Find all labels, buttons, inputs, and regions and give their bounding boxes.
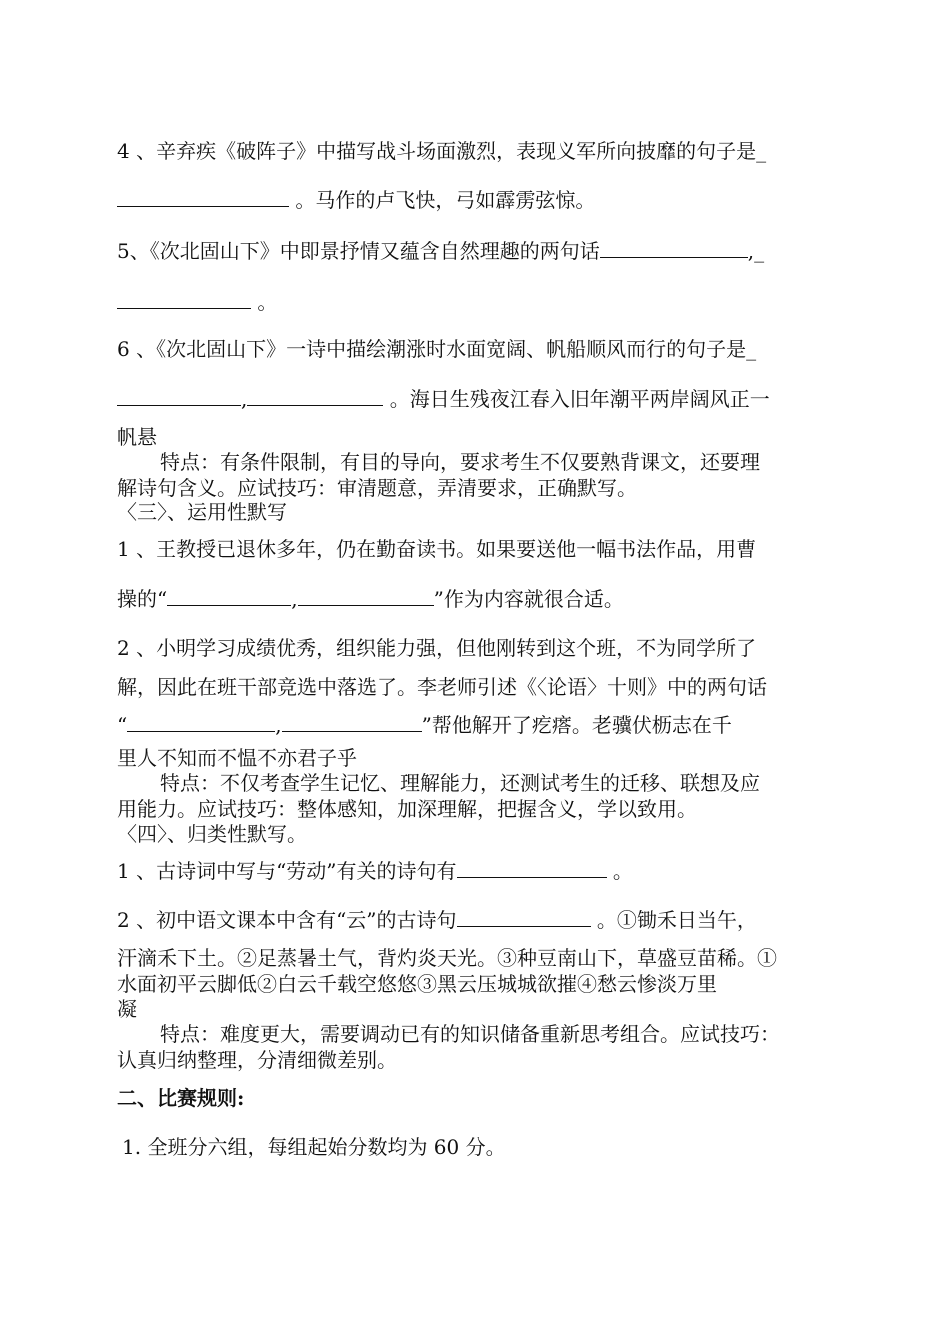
section-3-question-2-line-2 (117, 675, 767, 699)
section-3-question-2-line-1 (117, 636, 756, 660)
section-3-question-1-line-1 (117, 537, 756, 561)
text: 。马作的卢飞快，弓如霹雳弦惊。 (295, 188, 596, 212)
text: 水面初平云脚低②白云千载空悠悠③黑云压城城欲摧④愁云惨淡万里 (117, 972, 717, 996)
text: 〈三〉、运用性默写 (117, 500, 287, 524)
text: 1 、古诗词中写与“劳动”有关的诗句有 (117, 859, 457, 883)
rule-1 (122, 1135, 506, 1159)
text: 特点：不仅考查学生记忆、理解能力，还测试考生的迁移、联想及应 (160, 771, 760, 795)
text: 1 、王教授已退休多年，仍在勤奋读书。如果要送他一幅书法作品，用曹 (117, 537, 757, 561)
section-3-heading (117, 500, 287, 524)
features-paragraph-2-cont (117, 797, 697, 821)
text: 特点：有条件限制，有目的导向，要求考生不仅要熟背课文，还要理 (160, 450, 760, 474)
answer-key-text (117, 972, 717, 996)
text: 解，因此在班干部竞选中落选了。李老师引述《〈论语〉十则》中的两句话 (117, 675, 767, 699)
answer-blank (247, 387, 383, 406)
text: 二、比赛规则: (117, 1086, 245, 1110)
text: 。 (612, 859, 633, 883)
text: ”作为内容就很合适。 (433, 587, 624, 611)
features-paragraph-3 (160, 1022, 780, 1046)
text: 操的“ (117, 587, 168, 611)
text: 用能力。应试技巧：整体感知，加深理解，把握含义，学以致用。 (117, 797, 697, 821)
text: 5、《次北固山下》中即景抒情又蕴含自然理趣的两句话 (117, 239, 600, 263)
answer-blank (600, 239, 748, 258)
features-paragraph-1 (160, 450, 760, 474)
answer-blank (457, 859, 607, 878)
section-4-question-2-line-1 (117, 908, 757, 932)
text: 〈四〉、归类性默写。 (117, 822, 307, 846)
question-6-line-1 (117, 337, 756, 361)
text: 。 (257, 290, 278, 314)
text: 。①锄禾日当午， (596, 908, 757, 932)
text: 里人不知而不愠不亦君子乎 (117, 746, 357, 770)
section-3-question-2-line-3 (117, 713, 732, 737)
text: , (291, 587, 298, 611)
answer-key-text (117, 425, 157, 449)
text: ,_ (747, 239, 765, 263)
answer-blank (117, 290, 251, 309)
question-4-line-2 (117, 188, 595, 212)
text: 2 、初中语文课本中含有“云”的古诗句 (117, 908, 457, 932)
answer-key-text (117, 997, 137, 1021)
question-5-line-2 (117, 290, 277, 314)
text: ”帮他解开了疙瘩。老骥伏枥志在千 (421, 713, 732, 737)
text: 帆悬 (117, 425, 157, 449)
text: 。海日生残夜江春入旧年潮平两岸阔风正一 (389, 387, 770, 411)
section-4-question-2-line-2 (117, 946, 777, 970)
text: 6 、《次北固山下》一诗中描绘潮涨时水面宽阔、帆船顺风而行的句子是_ (117, 337, 757, 361)
question-6-line-2 (117, 387, 770, 411)
section-4-question-1 (117, 859, 633, 883)
answer-blank (298, 587, 434, 606)
question-5-line-1 (117, 239, 764, 263)
answer-blank (117, 188, 289, 207)
features-paragraph-2 (160, 771, 760, 795)
text: “ (117, 713, 128, 737)
text: 特点：难度更大，需要调动已有的知识储备重新思考组合。应试技巧： (160, 1022, 780, 1046)
features-paragraph-1-cont (117, 476, 637, 500)
text: 认真归纳整理，分清细微差别。 (117, 1048, 397, 1072)
text: 汗滴禾下土。②足蒸暑土气，背灼炎天光。③种豆南山下，草盛豆苗稀。① (117, 946, 777, 970)
competition-rules-heading (117, 1086, 244, 1110)
section-4-heading (117, 822, 307, 846)
section-3-question-1-line-2 (117, 587, 624, 611)
answer-blank (127, 713, 275, 732)
text: , (275, 713, 282, 737)
answer-blank (117, 387, 241, 406)
text: 4 、辛弃疾《破阵子》中描写战斗场面激烈，表现义军所向披靡的句子是_ (117, 139, 767, 163)
text: 凝 (117, 997, 137, 1021)
answer-blank (457, 908, 591, 927)
text: 2 、小明学习成绩优秀，组织能力强，但他刚转到这个班，不为同学所了 (117, 636, 757, 660)
text: 1. 全班分六组，每组起始分数均为 60 分。 (122, 1135, 506, 1159)
answer-blank (282, 713, 422, 732)
question-4-line-1 (117, 139, 766, 163)
answer-blank (167, 587, 291, 606)
features-paragraph-3-cont (117, 1048, 397, 1072)
answer-key-text (117, 746, 357, 770)
text: , (241, 387, 248, 411)
text: 解诗句含义。应试技巧：审清题意，弄清要求，正确默写。 (117, 476, 637, 500)
